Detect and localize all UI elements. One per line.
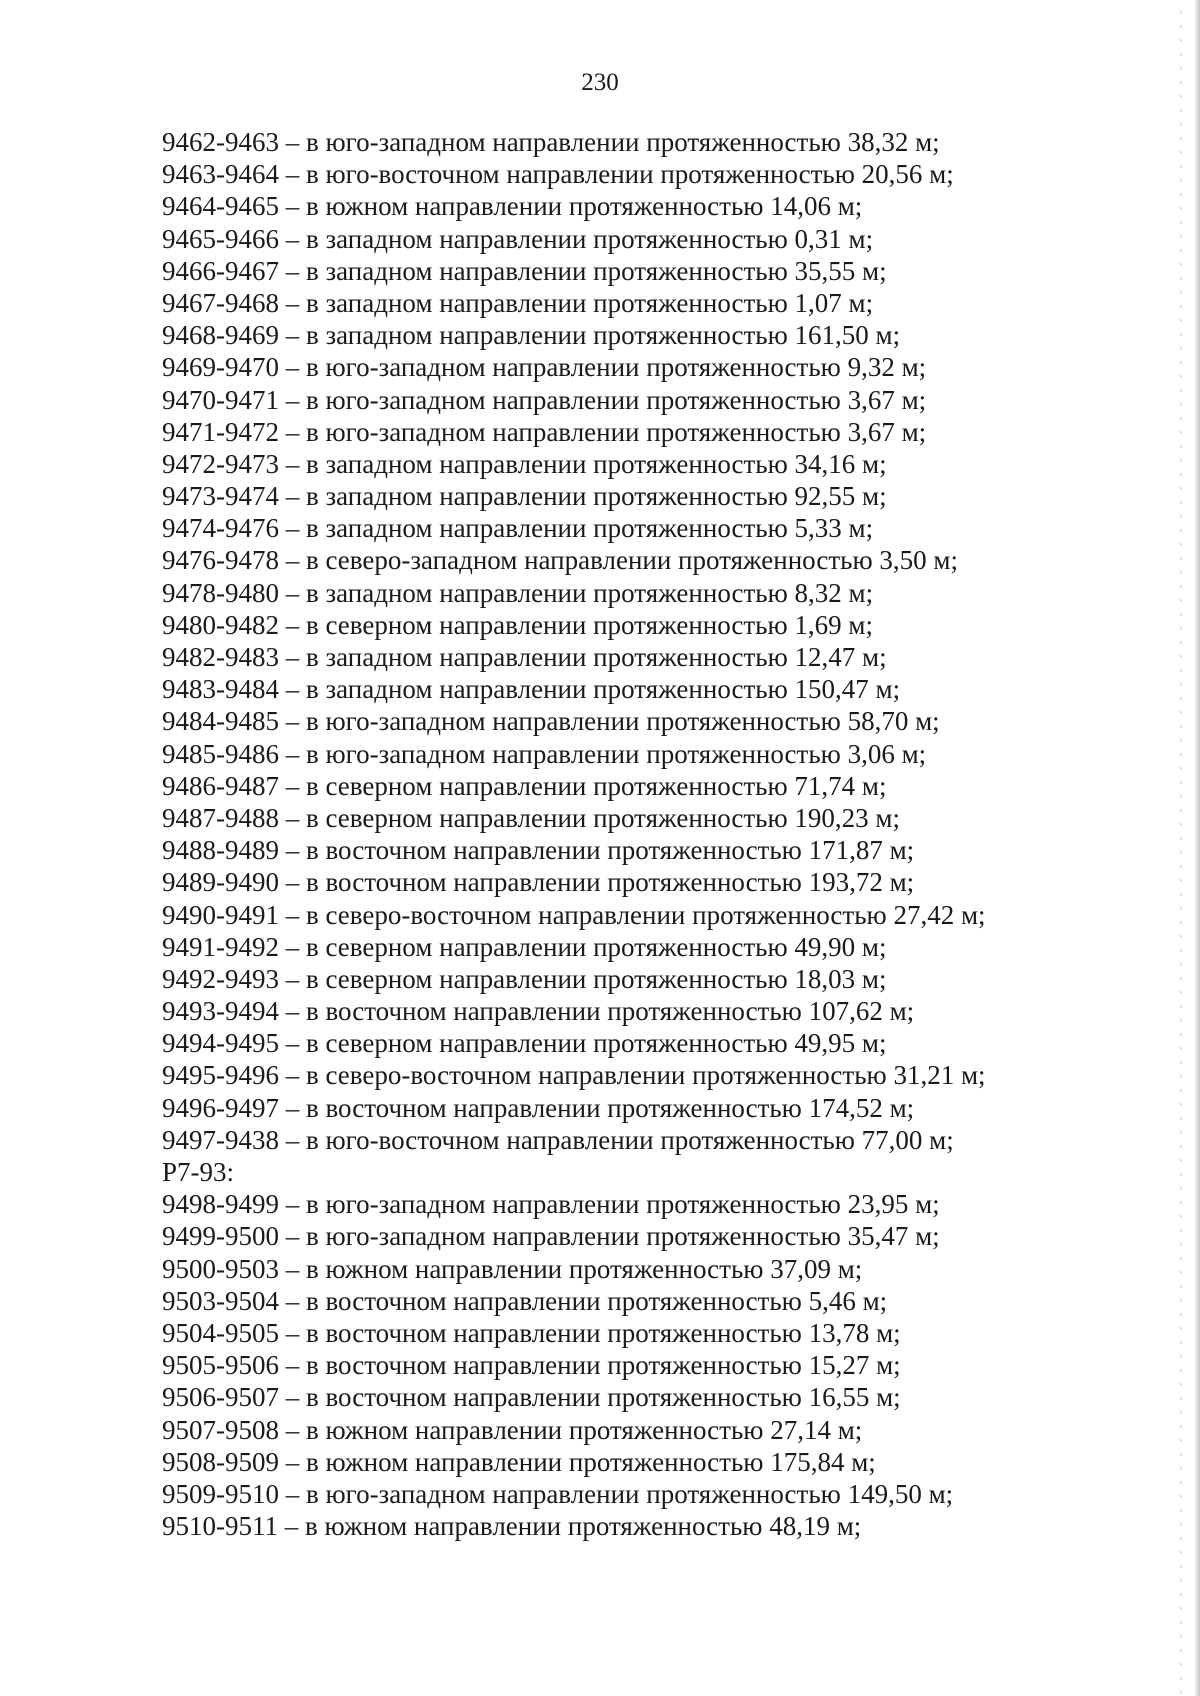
text-line: 9489-9490 – в восточном направлении протяженностью 193,72 м; [162, 867, 915, 898]
text-line: 9466-9467 – в западном направлении протяженностью 35,55 м; [162, 255, 887, 286]
text-line: 9491-9492 – в северном направлении протяженностью 49,90 м; [162, 931, 887, 962]
text-line: 9503-9504 – в восточном направлении протяженностью 5,46 м; [162, 1285, 888, 1316]
scan-artifact [1180, 0, 1182, 1696]
text-line: 9480-9482 – в северном направлении протяженностью 1,69 м; [162, 609, 874, 640]
document-body [162, 126, 1102, 1542]
text-line: 9488-9489 – в восточном направлении протяженностью 171,87 м; [162, 835, 915, 866]
text-line: 9490-9491 – в северо-восточном направлении протяженностью 27,42 м; [162, 899, 986, 930]
text-line: 9487-9488 – в северном направлении протяженностью 190,23 м; [162, 802, 901, 833]
text-line: 9498-9499 – в юго-западном направлении протяженностью 23,95 м; [162, 1189, 940, 1220]
text-line: 9497-9438 – в юго-восточном направлении протяженностью 77,00 м; [162, 1124, 954, 1155]
text-line: 9468-9469 – в западном направлении протяженностью 161,50 м; [162, 320, 901, 351]
text-line: 9470-9471 – в юго-западном направлении протяженностью 3,67 м; [162, 384, 927, 415]
text-line: 9465-9466 – в западном направлении протяженностью 0,31 м; [162, 223, 874, 254]
text-line: 9462-9463 – в юго-западном направлении протяженностью 38,32 м; [162, 127, 940, 157]
page-number: 230 [581, 69, 619, 96]
text-line: 9467-9468 – в западном направлении протяженностью 1,07 м; [162, 287, 874, 318]
text-line: 9506-9507 – в восточном направлении протяженностью 16,55 м; [162, 1382, 901, 1413]
text-line: 9495-9496 – в северо-восточном направлении протяженностью 31,21 м; [162, 1060, 986, 1091]
text-line: 9486-9487 – в северном направлении протяженностью 71,74 м; [162, 770, 887, 801]
text-line: 9494-9495 – в северном направлении протяженностью 49,95 м; [162, 1028, 887, 1059]
text-line: 9484-9485 – в юго-западном направлении протяженностью 58,70 м; [162, 706, 940, 737]
text-line: 9472-9473 – в западном направлении протяженностью 34,16 м; [162, 448, 887, 479]
text-line: 9505-9506 – в восточном направлении протяженностью 15,27 м; [162, 1350, 901, 1381]
text-line: 9478-9480 – в западном направлении протяженностью 8,32 м; [162, 577, 874, 608]
text-line: 9463-9464 – в юго-восточном направлении протяженностью 20,56 м; [162, 159, 954, 190]
text-line: 9493-9494 – в восточном направлении протяженностью 107,62 м; [162, 996, 915, 1027]
text-line: 9504-9505 – в восточном направлении протяженностью 13,78 м; [162, 1317, 901, 1348]
text-line: 9483-9484 – в западном направлении протяженностью 150,47 м; [162, 674, 901, 705]
text-line: 9474-9476 – в западном направлении протяженностью 5,33 м; [162, 513, 874, 544]
text-line: 9510-9511 – в южном направлении протяженностью 48,19 м; [162, 1511, 862, 1542]
text-line: 9500-9503 – в южном направлении протяженностью 37,09 м; [162, 1253, 863, 1284]
text-line: 9485-9486 – в юго-западном направлении протяженностью 3,06 м; [162, 738, 927, 769]
section-label: Р7-93: [162, 1157, 235, 1187]
text-line: 9499-9500 – в юго-западном направлении протяженностью 35,47 м; [162, 1221, 940, 1252]
scan-edge [1194, 0, 1200, 1696]
text-line: 9464-9465 – в южном направлении протяженностью 14,06 м; [162, 191, 863, 222]
text-line: 9482-9483 – в западном направлении протяженностью 12,47 м; [162, 642, 887, 672]
text-line: 9507-9508 – в южном направлении протяженностью 27,14 м; [162, 1414, 863, 1445]
text-line: 9492-9493 – в северном направлении протяженностью 18,03 м; [162, 963, 887, 994]
text-line: 9508-9509 – в южном направлении протяженностью 175,84 м; [162, 1446, 876, 1477]
text-line: 9473-9474 – в западном направлении протяженностью 92,55 м; [162, 481, 887, 512]
text-line: 9469-9470 – в юго-западном направлении протяженностью 9,32 м; [162, 352, 927, 383]
text-line: 9496-9497 – в восточном направлении протяженностью 174,52 м; [162, 1092, 915, 1123]
text-line: 9476-9478 – в северо-западном направлении протяженностью 3,50 м; [162, 545, 958, 576]
text-line: 9471-9472 – в юго-западном направлении протяженностью 3,67 м; [162, 416, 927, 447]
text-line: 9509-9510 – в юго-западном направлении протяженностью 149,50 м; [162, 1478, 954, 1509]
